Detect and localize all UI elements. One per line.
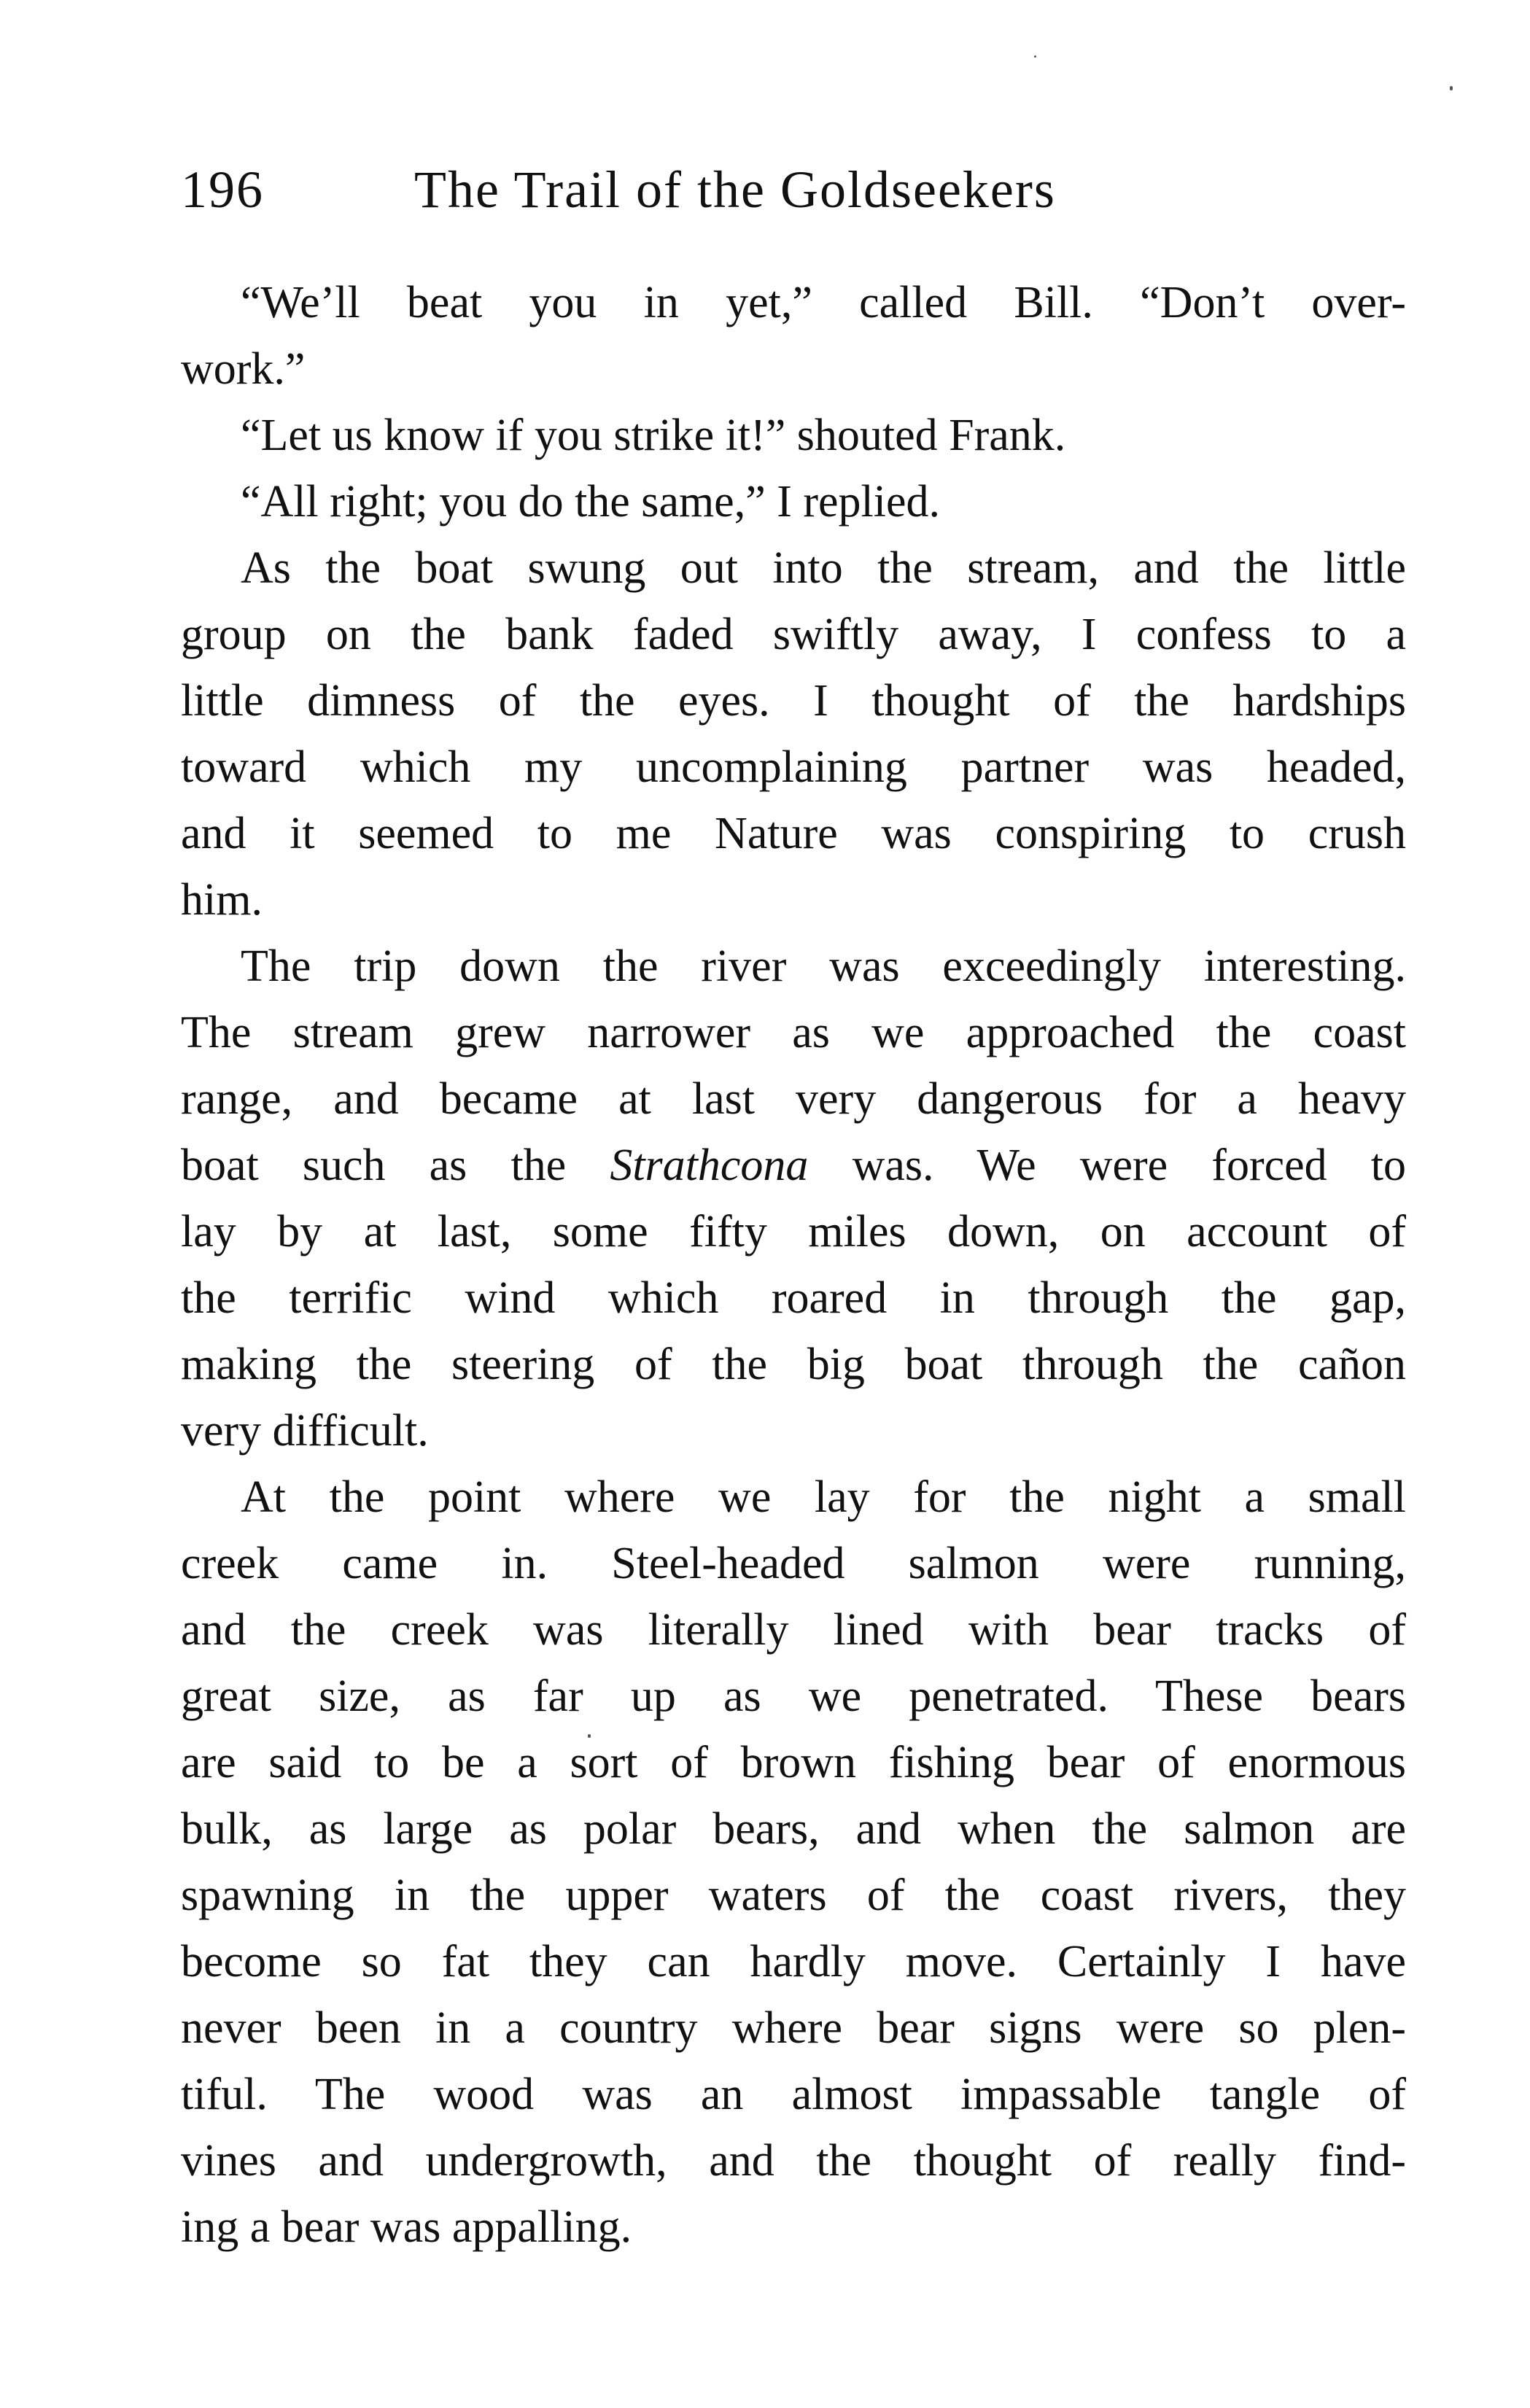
text-segment: boat such as the xyxy=(181,1141,610,1190)
text-line: vines and undergrowth, and the thought of really find- xyxy=(181,2136,1406,2186)
text-line: bulk, as large as polar bears, and when the salmon are xyxy=(181,1804,1406,1854)
boat-name: Strathcona xyxy=(610,1141,809,1190)
text-line: him. xyxy=(181,875,263,925)
text-line: are said to be a sort of brown fishing bear of enormous xyxy=(181,1738,1406,1787)
text-line xyxy=(181,1133,1406,1199)
text-line: very difficult. xyxy=(181,1406,429,1456)
text-line: “We’ll beat you in yet,” called Bill. “Don’t over- xyxy=(241,278,1406,327)
text-line: work.” xyxy=(181,344,306,394)
text-line: become so fat they can hardly move. Certainly I have xyxy=(181,1937,1406,1986)
text-line: toward which my uncomplaining partner was headed, xyxy=(181,742,1406,792)
scan-speck xyxy=(1450,86,1453,90)
text-line: the terrific wind which roared in through the gap, xyxy=(181,1273,1406,1323)
text-line: lay by at last, some fifty miles down, on account of xyxy=(181,1207,1406,1257)
text-line: ing a bear was appalling. xyxy=(181,2202,632,2252)
text-line: range, and became at last very dangerous for a heavy xyxy=(181,1074,1406,1124)
text-line: As the boat swung out into the stream, and the little xyxy=(241,543,1406,593)
page-number: 196 xyxy=(181,160,264,219)
text-line: never been in a country where bear signs were so plen- xyxy=(181,2003,1406,2053)
body-text xyxy=(181,270,1406,2261)
text-line: creek came in. Steel-headed salmon were running, xyxy=(181,1539,1406,1588)
scan-speck xyxy=(588,1734,591,1738)
text-line: tiful. The wood was an almost impassable tangle of xyxy=(181,2070,1406,2119)
text-line: The stream grew narrower as we approached the coast xyxy=(181,1008,1406,1057)
text-segment: was. We were forced to xyxy=(808,1141,1407,1190)
text-line: spawning in the upper waters of the coast rivers, they xyxy=(181,1871,1406,1920)
scan-speck xyxy=(1034,55,1036,58)
text-line: great size, as far up as we penetrated. These bears xyxy=(181,1671,1406,1721)
text-line: little dimness of the eyes. I thought of the hardships xyxy=(181,676,1406,726)
text-line: “All right; you do the same,” I replied. xyxy=(241,477,941,527)
text-line: “Let us know if you strike it!” shouted Frank. xyxy=(241,411,1066,460)
text-line: and it seemed to me Nature was conspiring to crush xyxy=(181,809,1406,858)
text-line: The trip down the river was exceedingly interesting. xyxy=(241,941,1406,991)
text-line: group on the bank faded swiftly away, I confess to a xyxy=(181,610,1406,659)
text-line: and the creek was literally lined with bear tracks of xyxy=(181,1605,1406,1655)
running-title: The Trail of the Goldseekers xyxy=(414,160,1056,219)
text-line: At the point where we lay for the night a small xyxy=(241,1472,1406,1522)
page-header xyxy=(181,153,1348,226)
text-line: making the steering of the big boat through the cañon xyxy=(181,1340,1406,1389)
